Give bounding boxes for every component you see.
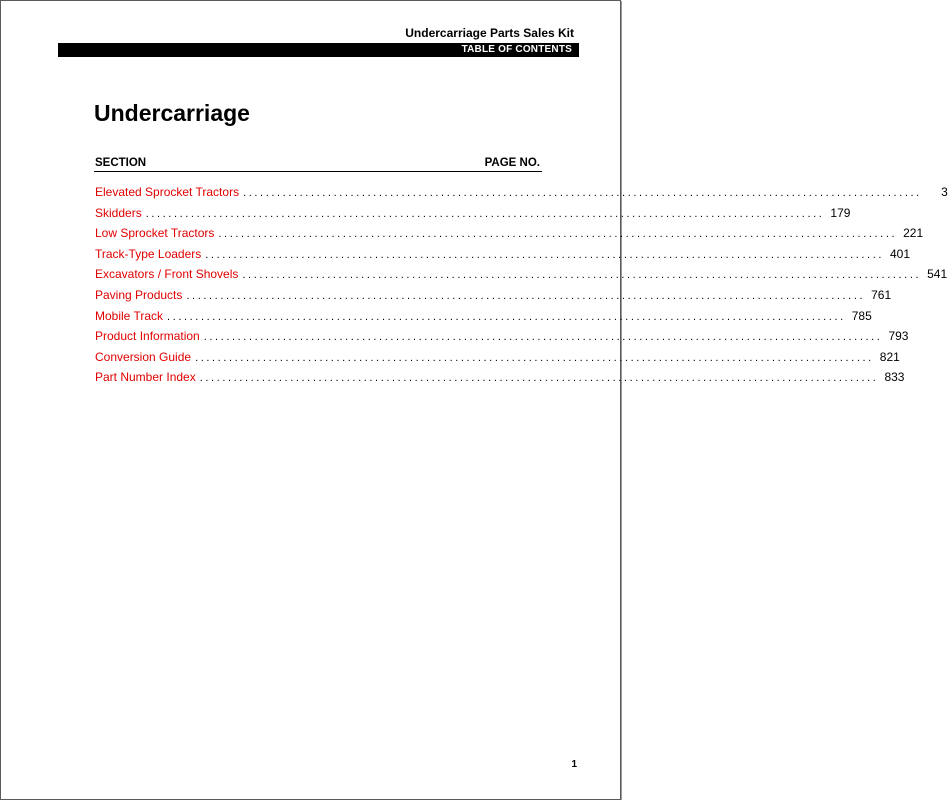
toc-entry-page: 793 [888, 329, 909, 344]
toc-entry-page: 221 [903, 226, 924, 241]
toc-list [95, 182, 948, 388]
dot-leader: ........................................................................................................................ [195, 351, 874, 364]
toc-entry[interactable] [95, 244, 911, 265]
toc-entry-page: 785 [851, 308, 872, 323]
toc-entry-page: 833 [884, 370, 905, 385]
page-title: Undercarriage [94, 100, 250, 126]
toc-entry-label[interactable]: Part Number Index [95, 370, 196, 385]
toc-entry[interactable] [95, 367, 905, 388]
dot-leader: ........................................................................................................................ [199, 372, 879, 385]
toc-entry-label[interactable]: Mobile Track [95, 308, 164, 323]
toc-entry-label[interactable]: Low Sprocket Tractors [95, 226, 215, 241]
toc-entry-label[interactable]: Conversion Guide [95, 349, 192, 364]
dot-leader: ........................................................................................................................ [205, 248, 885, 261]
header-rule [94, 171, 542, 172]
kit-title: Undercarriage Parts Sales Kit [405, 26, 574, 40]
toc-entry[interactable] [95, 347, 900, 368]
section-bar-label: TABLE OF CONTENTS [461, 44, 572, 55]
toc-entry-page: 821 [879, 349, 900, 364]
toc-entry-page: 3 [941, 185, 948, 199]
page-column-header: PAGE NO. [484, 157, 540, 169]
toc-entry-label[interactable]: Skidders [95, 205, 142, 220]
toc-entry[interactable] [95, 203, 851, 224]
dot-leader: ........................................................................................................................ [203, 331, 883, 344]
dot-leader: ........................................................................................................................ [242, 269, 922, 282]
toc-entry[interactable] [95, 264, 948, 285]
toc-entry-page: 401 [889, 246, 911, 261]
toc-entry[interactable] [95, 285, 892, 306]
toc-entry-label[interactable]: Track-Type Loaders [95, 246, 202, 261]
section-bar [58, 43, 579, 57]
toc-entry-label[interactable]: Paving Products [95, 287, 183, 302]
dot-leader: ........................................................................................................................ [186, 289, 866, 302]
toc-entry-label[interactable]: Excavators / Front Shovels [95, 267, 239, 282]
section-column-header: SECTION [95, 157, 147, 169]
dot-leader: ........................................................................................................................ [167, 310, 846, 323]
toc-entry-page: 179 [830, 205, 851, 220]
toc-entry-page: 761 [871, 287, 892, 302]
toc-entry[interactable] [95, 223, 924, 244]
page-number: 1 [571, 759, 577, 770]
toc-entry-label[interactable]: Elevated Sprocket Tractors [95, 185, 240, 199]
toc-entry[interactable] [95, 326, 909, 347]
toc-entry[interactable] [95, 306, 872, 327]
dot-leader: ........................................................................................................................ [243, 187, 922, 199]
toc-entry[interactable] [95, 182, 948, 203]
toc-entry-page: 541 [927, 267, 948, 282]
dot-leader: ........................................................................................................................ [218, 228, 898, 241]
toc-entry-label[interactable]: Product Information [95, 329, 200, 344]
dot-leader: ........................................................................................................................ [145, 207, 825, 220]
